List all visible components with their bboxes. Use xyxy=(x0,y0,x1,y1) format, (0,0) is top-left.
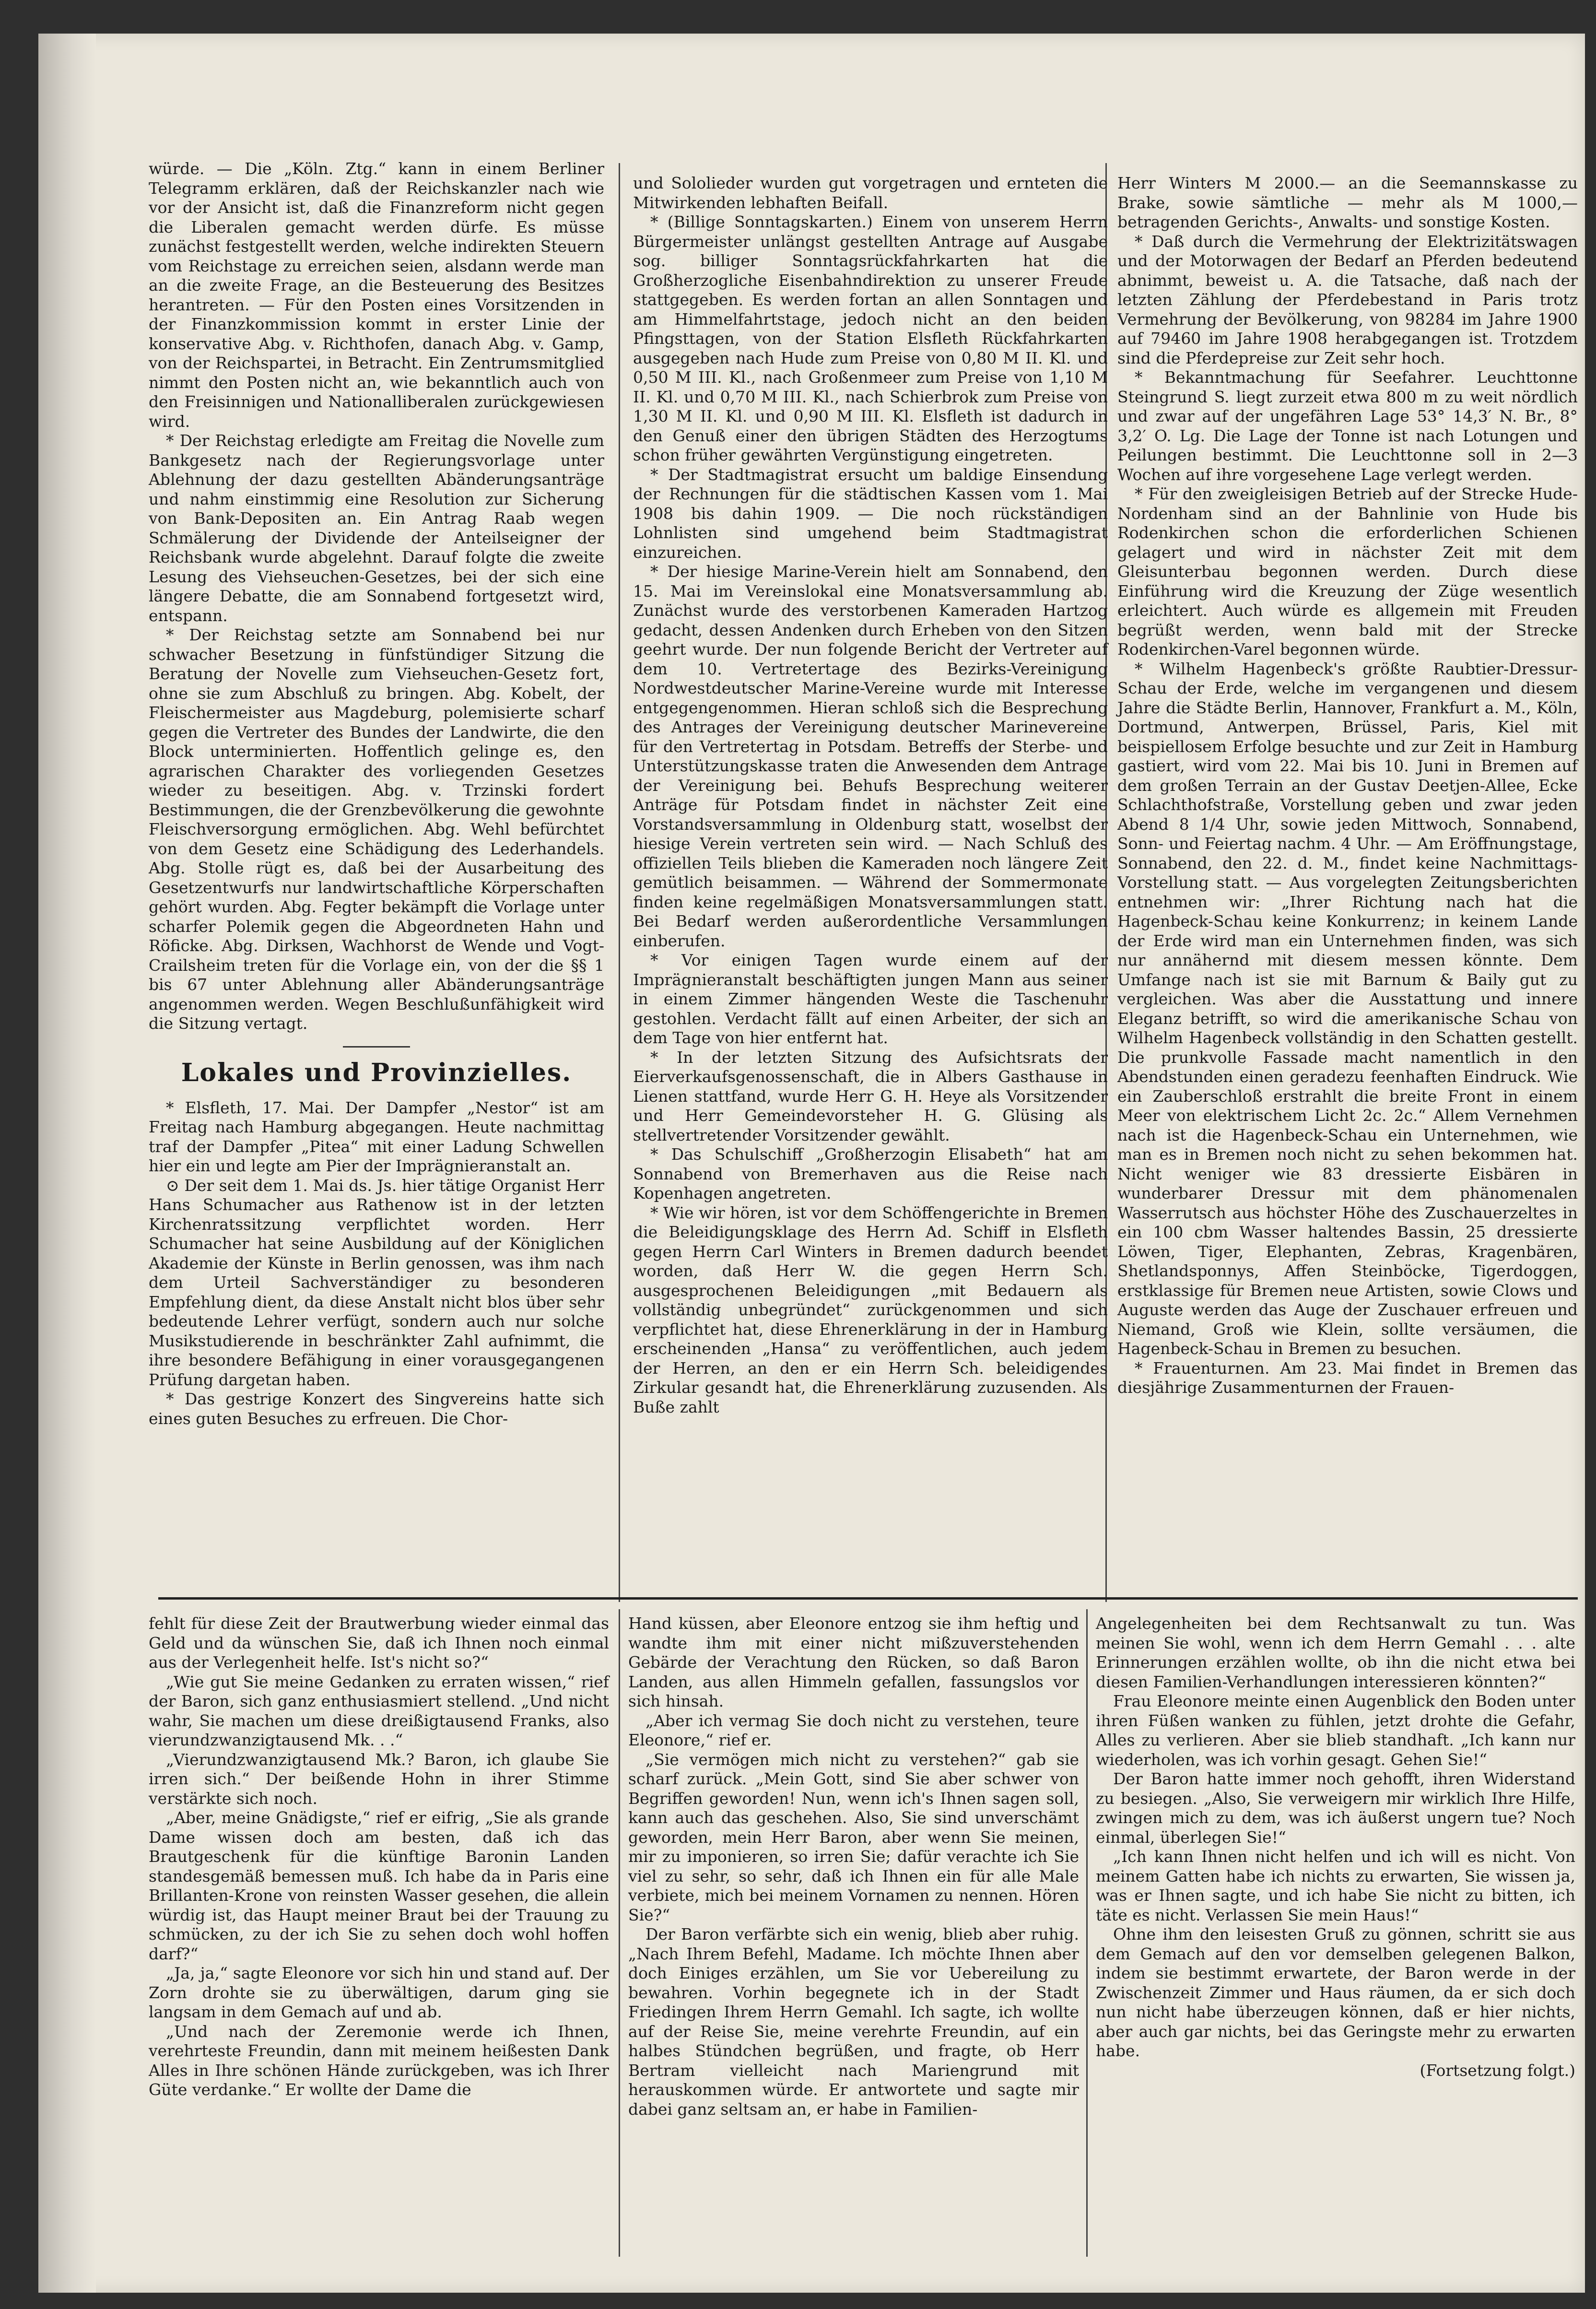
article-paragraph: würde. — Die „Köln. Ztg.“ kann in einem Berliner Telegramm erklären, daß der Reichskanzler nach wie vor der Ansicht ist, daß die Finanzreform nicht gegen die Liberalen gemacht werden dürfe. Es müsse zunächst festgestellt werden, welche indirekten Steuern vom Reichstage zu erreichen seien, alsdann werde man an die zweite Frage, an die Besteuerung des Besitzes herantreten. — Für den Posten eines Vorsitzenden in der Finanzkommission kommt in erster Linie der konservative Abg. v. Richthofen, danach Abg. v. Gamp, von der Reichspartei, in Betracht. Ein Zentrumsmitglied nimmt den Posten nicht an, wie bekanntlich auch von den Freisinnigen und Nationalliberalen zurückgewiesen wird. xyxy=(149,159,604,431)
article-paragraph: * Für den zweigleisigen Betrieb auf der Strecke Hude-Nordenham sind an der Bahnlinie von Hude bis Rodenkirchen schon die erforderlichen Schienen gelagert und wird in nächster Zeit mit dem Gleisunterbau begonnen werden. Durch diese Einführung wird die Kreuzung der Züge wesentlich erleichtert. Auch würde es allgemein mit Freuden begrüßt werden, wenn bald mit der Strecke Rodenkirchen-Varel begonnen würde. xyxy=(1117,484,1578,659)
article-paragraph: * Wilhelm Hagenbeck's größte Raubtier-Dressur-Schau der Erde, welche im vergangenen und diesem Jahre die Städte Berlin, Hannover, Frankfurt a. M., Köln, Dortmund, Antwerpen, Brüssel, Paris, Kiel mit beispiellosem Erfolge besuchte und zur Zeit in Hamburg gastiert, wird vom 22. Mai bis 10. Juni in Bremen auf dem großen Terrain an der Gustav Deetjen-Allee, Ecke Schlachthofstraße, Vorstellung geben und zwar jeden Abend 8 1/4 Uhr, sowie jeden Mittwoch, Sonnabend, Sonn- und Feiertag nachm. 4 Uhr. — Am Eröffnungstage, Sonnabend, den 22. d. M., findet keine Nachmittags-Vorstellung statt. — Aus vorgelegten Zeitungsberichten entnehmen wir: „Ihrer Richtung nach hat die Hagenbeck-Schau keine Konkurrenz; in keinem Lande der Erde wird man ein Unternehmen finden, was sich nur annähernd mit diesem messen könnte. Dem Umfange nach ist sie mit Barnum & Baily gut zu vergleichen. Was aber die Ausstattung und innere Eleganz betrifft, so wird die amerikanische Schau von Wilhelm Hagenbeck vollständig in den Schatten gestellt. Die prunkvolle Fassade macht namentlich in den Abendstunden einen geradezu feenhaften Eindruck. Wie ein Zauberschloß erstrahlt die breite Front in einem Meer von elektrischem Licht 2c. 2c.“ Allem Vernehmen nach ist die Hagenbeck-Schau ein Unternehmen, wie man es in Bremen noch nicht zu sehen bekommen hat. Nicht weniger wie 83 dressierte Eisbären in wunderbarer Dressur mit dem phänomenalen Wasserrutsch aus höchster Höhe des Zuschauerzeltes in ein 100 cbm Wasser haltendes Bassin, 25 dressierte Löwen, Tiger, Elephanten, Zebras, Kragenbären, Shetlandsponnys, Affen Steinböcke, Tigerdoggen, erstklassige für Bremen neue Artisten, sowie Clows und Auguste werden das Auge der Zuschauer erfreuen und Niemand, Groß wie Klein, sollte versäumen, die Hagenbeck-Schau in Bremen zu besuchen. xyxy=(1117,659,1578,1358)
story-paragraph: „Ja, ja,“ sagte Eleonore vor sich hin und stand auf. Der Zorn drohte sie zu überwältigen, darum ging sie langsam in dem Gemach auf und ab. xyxy=(149,1964,609,2021)
feuilleton-column-1 xyxy=(149,1614,609,2252)
article-paragraph: * Wie wir hören, ist vor dem Schöffengerichte in Bremen die Beleidigungsklage des Herrn Ad. Schiff in Elsfleth gegen Herrn Carl Winters in Bremen dadurch beendet worden, daß Herr W. die gegen Herrn Sch. ausgesprochenen Beleidigungen „mit Bedauern als vollständig unbegründet“ zurückgenommen und sich verpflichtet hat, diese Ehrenerklärung in der in Hamburg erscheinenden „Hansa“ zu veröffentlichen, auch jedem der Herren, an den er ein Herrn Sch. beleidigendes Zirkular gesandt hat, die Ehrenerklärung zuzusenden. Als Buße zahlt xyxy=(633,1203,1108,1416)
story-paragraph: Angelegenheiten bei dem Rechtsanwalt zu tun. Was meinen Sie wohl, wenn ich dem Herrn Gemahl . . . alte Erinnerungen erzählen wollte, ob ihn die nicht etwa bei diesen Familien-Verhandlungen interessieren könnten?“ xyxy=(1096,1614,1575,1691)
article-paragraph: Herr Winters M 2000.— an die Seemannskasse zu Brake, sowie sämtliche — mehr als M 1000,— betragenden Gerichts-, Anwalts- und sonstige Kosten. xyxy=(1117,174,1578,231)
article-paragraph: * Der Reichstag setzte am Sonnabend bei nur schwacher Besetzung in fünfstündiger Sitzung die Beratung der Novelle zum Viehseuchen-Gesetz fort, ohne sie zum Abschluß zu bringen. Abg. Kobelt, der Fleischermeister aus Magdeburg, polemisierte scharf gegen die Vertreter des Bundes der Landwirte, die den Block unterminierten. Hoffentlich gelinge es, den agrarischen Charakter des vorliegenden Gesetzes wieder zu beseitigen. Abg. v. Trzinski fordert Bestimmungen, die der Grenzbevölkerung die gewohnte Fleischversorgung ermöglichen. Abg. Wehl befürchtet von dem Gesetz eine Schädigung des Lederhandels. Abg. Stolle rügt es, daß bei der Ausarbeitung des Gesetzentwurfs nur landwirtschaftliche Körperschaften gehört wurden. Abg. Fegter bekämpft die Vorlage unter scharfer Polemik gegen die Abgeordneten Hahn und Röficke. Abg. Dirksen, Wachhorst de Wende und Vogt-Crailsheim treten für die Vorlage ein, von der die §§ 1 bis 67 unter Ablehnung aller Abänderungsanträge angenommen werden. Wegen Beschlußunfähigkeit wird die Sitzung vertagt. xyxy=(149,625,604,1033)
story-paragraph: „Ich kann Ihnen nicht helfen und ich will es nicht. Von meinem Gatten habe ich nichts zu erwarten, Sie wissen ja, was er Ihnen sagte, und ich habe Sie nicht zu bitten, ich täte es nicht. Verlassen Sie mein Haus!“ xyxy=(1096,1847,1575,1924)
story-paragraph: „Aber ich vermag Sie doch nicht zu verstehen, teure Eleonore,“ rief er. xyxy=(628,1711,1079,1749)
column-divider xyxy=(1086,1609,1088,2257)
story-paragraph: „Sie vermögen mich nicht zu verstehen?“ gab sie scharf zurück. „Mein Gott, sind Sie aber schwer von Begriffen geworden! Nun, wenn ich's Ihnen sagen soll, kann auch das geschehen. Also, Sie sind unverschämt geworden, mein Herr Baron, aber wenn Sie meinen, mir zu imponieren, so irren Sie; dafür verachte ich Sie viel zu sehr, so sehr, daß ich Ihnen ein für alle Male verbiete, mich bei meinem Vornamen zu nennen. Hören Sie?“ xyxy=(628,1750,1079,1924)
article-paragraph: ⊙ Der seit dem 1. Mai ds. Js. hier tätige Organist Herr Hans Schumacher aus Rathenow ist in der letzten Kirchenratssitzung verpflichtet worden. Herr Schumacher hat seine Ausbildung auf der Königlichen Akademie der Künste in Berlin genossen, was ihm nach dem Urteil Sachverständiger zu besonderen Empfehlung dient, da diese Anstalt nicht blos über sehr bedeutende Lehrer verfügt, sondern auch nur solche Musikstudierende in beschränkter Zahl aufnimmt, die ihre besondere Befähigung in einer vorausgegangenen Prüfung dargetan haben. xyxy=(149,1176,604,1389)
article-paragraph: * Das gestrige Konzert des Singvereins hatte sich eines guten Besuches zu erfreuen. Die Chor- xyxy=(149,1390,604,1428)
story-paragraph: „Vierundzwanzigtausend Mk.? Baron, ich glaube Sie irren sich.“ Der beißende Hohn in ihrer Stimme verstärkte sich noch. xyxy=(149,1750,609,1808)
article-paragraph: * Bekanntmachung für Seefahrer. Leuchttonne Steingrund S. liegt zurzeit etwa 800 m zu weit nördlich und zwar auf der ungefähren Lage 53° 14,3′ N. Br., 8° 3,2′ O. Lg. Die Lage der Tonne ist nach Lotungen und Peilungen bestimmt. Die Leuchttonne soll in 2—3 Wochen auf ihre vorgesehene Lage verlegt werden. xyxy=(1117,368,1578,484)
feuilleton-column-3 xyxy=(1096,1614,1575,2252)
article-paragraph: * Der Stadtmagistrat ersucht um baldige Einsendung der Rechnungen für die städtischen Kassen vom 1. Mai 1908 bis dahin 1909. — Die noch rückständigen Lohnlisten sind umgehend beim Stadtmagistrat einzureichen. xyxy=(633,465,1108,562)
story-paragraph: fehlt für diese Zeit der Brautwerbung wieder einmal das Geld und da wünschen Sie, daß ich Ihnen noch einmal aus der Verlegenheit helfe. Ist's nicht so?“ xyxy=(149,1614,609,1672)
article-column-3 xyxy=(1117,174,1578,1593)
article-paragraph: * Das Schulschiff „Großherzogin Elisabeth“ hat am Sonnabend von Bremerhaven aus die Reise nach Kopenhagen angetreten. xyxy=(633,1145,1108,1202)
article-paragraph: * Daß durch die Vermehrung der Elektrizitätswagen und der Motorwagen der Bedarf an Pferden bedeutend abnimmt, beweist u. A. die Tatsache, daß nach der letzten Zählung der Pferdebestand in Paris trotz Vermehrung der Bevölkerung, von 98284 im Jahre 1900 auf 79460 im Jahre 1908 herabgegangen ist. Trotzdem sind die Pferdepreise zur Zeit sehr hoch. xyxy=(1117,232,1578,367)
article-paragraph: * In der letzten Sitzung des Aufsichtsrats der Eierverkaufsgenossenschaft, die in Albers Gasthause in Lienen stattfand, wurde Herr G. H. Heye als Vorsitzender und Herr Gemeindevorsteher H. G. Glüsing als stellvertretender Vorsitzender gewählt. xyxy=(633,1048,1108,1144)
story-paragraph: „Und nach der Zeremonie werde ich Ihnen, verehrteste Freundin, dann mit meinem heißesten Dank Alles in Ihre schönen Hände zurückgeben, was ich Ihrer Güte verdanke.“ Er wollte der Dame die xyxy=(149,2022,609,2099)
story-paragraph: Der Baron verfärbte sich ein wenig, blieb aber ruhig. „Nach Ihrem Befehl, Madame. Ich möchte Ihnen aber doch Einiges erzählen, um Sie vor Uebereilung zu bewahren. Vorhin begegnete ich in der Stadt Friedingen Ihrem Herrn Gemahl. Ich sagte, ich wollte auf der Reise Sie, meine verehrte Freundin, auf ein halbes Stündchen begrüßen, und fragte, ob Herr Bertram vielleicht nach Mariengrund mit herauskommen würde. Er antwortete und sagte mir dabei ganz seltsam an, er habe in Familien- xyxy=(628,1925,1079,2119)
story-paragraph: „Wie gut Sie meine Gedanken zu erraten wissen,“ rief der Baron, sich ganz enthusiasmiert stellend. „Und nicht wahr, Sie machen um diese dreißigtausend Franks, also vierundzwanzigtausend Mk. . .“ xyxy=(149,1672,609,1749)
article-paragraph: * Frauenturnen. Am 23. Mai findet in Bremen das diesjährige Zusammenturnen der Frauen- xyxy=(1117,1358,1578,1397)
column-divider xyxy=(619,1609,620,2257)
feuilleton-column-2 xyxy=(628,1614,1079,2252)
article-paragraph: * (Billige Sonntagskarten.) Einem von unserem Herrn Bürgermeister unlängst gestellten Antrage auf Ausgabe sog. billiger Sonntagsrückfahrkarten hat die Großherzogliche Eisenbahndirektion zu unserer Freude stattgegeben. Es werden fortan an allen Sonntagen und am Himmelfahrtstage, jedoch nicht an den beiden Pfingsttagen, von der Station Elsfleth Rückfahrkarten ausgegeben nach Hude zum Preise von 0,80 M II. Kl. und 0,50 M III. Kl., nach Großenmeer zum Preise von 1,10 M II. Kl. und 0,70 M III. Kl., nach Schierbrok zum Preise von 1,30 M II. Kl. und 0,90 M III. Kl. Elsfleth ist dadurch in den Genuß einer den übrigen Städten des Herzogtums schon früher gewährten Vergünstigung eingetreten. xyxy=(633,212,1108,464)
story-paragraph: Der Baron hatte immer noch gehofft, ihren Widerstand zu besiegen. „Also, Sie verweigern mir wirklich Ihre Hilfe, zwingen mich zu dem, was ich äußerst ungern tue? Noch einmal, überlegen Sie!“ xyxy=(1096,1769,1575,1847)
column-divider xyxy=(619,163,620,1602)
article-column-1 xyxy=(149,159,604,1428)
article-column-2 xyxy=(633,174,1108,1593)
section-divider xyxy=(343,1046,410,1048)
article-paragraph: * Der hiesige Marine-Verein hielt am Sonnabend, den 15. Mai im Vereinslokal eine Monatsversammlung ab. Zunächst wurde des verstorbenen Kameraden Hartzog gedacht, dessen Andenken durch Erheben von den Sitzen geehrt wurde. Der nun folgende Bericht der Vertreter auf dem 10. Vertretertage des Bezirks-Vereinigung Nordwestdeutscher Marine-Vereine wurde mit Interesse entgegengenommen. Hieran schloß sich die Besprechung des Antrages der Vereinigung deutscher Marinevereine für den Vertretertag in Potsdam. Betreffs der Sterbe- und Unterstützungskasse traten die Anwesenden dem Antrage der Vereinigung bei. Behufs Besprechung weiterer Anträge für Potsdam findet in nächster Zeit eine Vorstandsversammlung in Oldenburg statt, woselbst der hiesige Verein vertreten sein wird. — Nach Schluß des offiziellen Teils blieben die Kameraden noch längere Zeit gemütlich beisammen. — Während der Sommermonate finden keine regelmäßigen Monatsversammlungen statt. Bei Bedarf werden außerordentliche Versammlungen einberufen. xyxy=(633,562,1108,950)
story-paragraph: Ohne ihm den leisesten Gruß zu gönnen, schritt sie aus dem Gemach auf den vor demselben gelegenen Balkon, indem sie bestimmt erwartete, der Baron werde in der Zwischenzeit Zimmer und Haus räumen, da er sich doch nun nicht habe überzeugen können, daß er hier nichts, aber auch gar nichts, bei das Geringste mehr zu erwarten habe. xyxy=(1096,1925,1575,2060)
article-paragraph: * Der Reichstag erledigte am Freitag die Novelle zum Bankgesetz nach der Regierungsvorlage unter Ablehnung der dazu gestellten Abänderungsanträge und nahm einstimmig eine Resolution zur Sicherung von Bank-Depositen an. Ein Antrag Raab wegen Schmälerung der Dividende der Anteilseigner der Reichsbank wurde abgelehnt. Darauf folgte die zweite Lesung des Viehseuchen-Gesetzes, bei der sich eine längere Debatte, die am Sonnabend fortgesetzt wird, entspann. xyxy=(149,431,604,625)
story-paragraph: Frau Eleonore meinte einen Augenblick den Boden unter ihren Füßen wanken zu fühlen, jetzt drohte die Gefahr, Alles zu verlieren. Aber sie blieb standhaft. „Ich kann nur wiederholen, was ich vorhin gesagt. Gehen Sie!“ xyxy=(1096,1692,1575,1769)
article-paragraph: * Elsfleth, 17. Mai. Der Dampfer „Nestor“ ist am Freitag nach Hamburg abgegangen. Heute nachmittag traf der Dampfer „Pitea“ mit einer Ladung Schwellen hier ein und legte am Pier der Imprägnieranstalt an. xyxy=(149,1098,604,1175)
article-paragraph: * Vor einigen Tagen wurde einem auf der Imprägnieranstalt beschäftigten jungen Mann aus seiner in einem Zimmer hängenden Weste die Taschenuhr gestohlen. Verdacht fällt auf einen Arbeiter, der sich an dem Tage von hier entfernt hat. xyxy=(633,951,1108,1047)
section-heading: Lokales und Provinzielles. xyxy=(181,1058,572,1087)
feuilleton-divider xyxy=(158,1597,1578,1600)
continuation-note: (Fortsetzung folgt.) xyxy=(1420,2061,1575,2080)
page-binding-shadow xyxy=(38,34,96,2293)
story-paragraph: „Aber, meine Gnädigste,“ rief er eifrig, „Sie als grande Dame wissen doch am besten, daß ich das Brautgeschenk für die künftige Baronin Landen standesgemäß bemessen muß. Ich habe da in Paris eine Brillanten-Krone von reinsten Wasser gesehen, die allein würdig ist, das Haupt meiner Braut bei der Trauung zu schmücken, zu der ich Sie zu sehen doch wohl hoffen darf?“ xyxy=(149,1808,609,1963)
article-paragraph: und Sololieder wurden gut vorgetragen und ernteten die Mitwirkenden lebhaften Beifall. xyxy=(633,174,1108,212)
story-paragraph: Hand küssen, aber Eleonore entzog sie ihm heftig und wandte ihm mit einer nicht mißzuverstehenden Gebärde der Verachtung den Rücken, so daß Baron Landen, aus allen Himmeln gefallen, fassungslos vor sich hinsah. xyxy=(628,1614,1079,1710)
